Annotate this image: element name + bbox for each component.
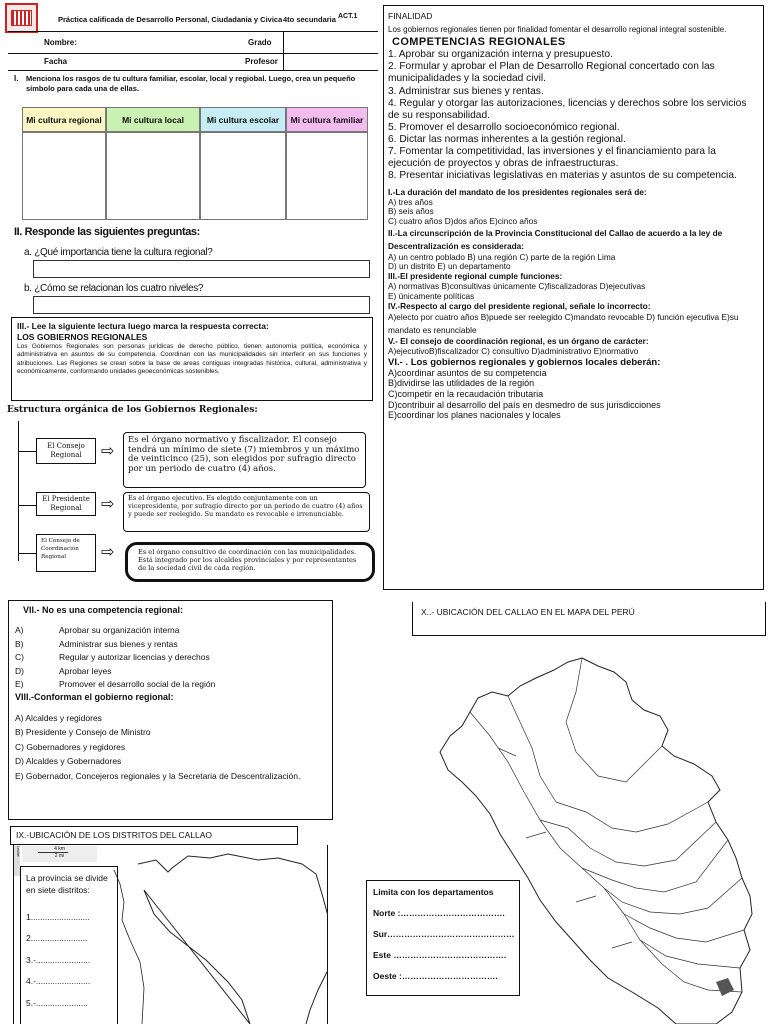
arrow-right-icon: ⇨ <box>101 443 115 460</box>
consejo-regional-text: Es el órgano normativo y fiscalizador. El consejo tendrá un mínimo de siete (7) miembros y un máximo de veinticinco (25), son elegidos por sufragio directo por un periodo de cuatro (4) años. <box>128 435 360 474</box>
q2-title: II.-La circunscripción de la Provincia Constitucional del Callao de acuerdo a la ley de Descentralización es considerada: <box>388 227 723 251</box>
culture-label-familiar: Mi cultura familiar <box>290 115 364 125</box>
q1-option[interactable]: C) cuatro años D)dos años E)cinco años <box>388 216 538 227</box>
section10-header <box>412 602 766 636</box>
q4-title: IV.-Respecto al cargo del presidente regional, señale lo incorrecto: <box>388 300 651 311</box>
presidente-regional-label: El Presidente Regional <box>42 495 90 512</box>
section8-option[interactable]: D) Alcaldes y Gobernadores <box>15 756 122 767</box>
option-text: Promover el desarrollo social de la región <box>59 679 216 690</box>
section7-options <box>15 624 326 692</box>
section9-title: IX.-UBICACIÓN DE LOS DISTRITOS DEL CALLAO <box>16 830 213 840</box>
section3-title: III.- Lee la siguiente lectura luego marca la respuesta correcta: <box>17 321 269 331</box>
culture-cell-escolar[interactable] <box>200 132 286 220</box>
fecha-label: Facha <box>44 57 68 66</box>
consejo-coordinacion-box <box>36 534 96 572</box>
consejo-coordinacion-text: Es el órgano consultivo de coordinación con las municipalidades. Está integrado por los alcaldes provinciales y por representantes de la sociedad civil de cada región. <box>138 548 357 572</box>
act-label: ACT.1 <box>338 13 358 20</box>
nombre-input[interactable] <box>90 34 240 50</box>
consejo-regional-desc <box>123 432 366 488</box>
logo-pattern <box>11 10 32 26</box>
competencia-item: 6. Dictar las normas inherentes a la gestión regional. <box>388 133 626 145</box>
q5-option[interactable]: A)ejecutivoB)fiscalizador C) consultivo D)administrativo E)normativo <box>388 345 639 356</box>
q3-option[interactable]: A) normativas B)consultivas únicamente C)fiscalizadoras D)ejecutivas <box>388 280 646 291</box>
question-a: a. ¿Qué importancia tiene la cultura regional? <box>24 247 213 258</box>
q3-title: III.-El presidente regional cumple funciones: <box>388 271 563 282</box>
district-blank[interactable]: 1......................... <box>26 911 90 922</box>
competencia-item: 3. Administrar sus bienes y rentas. <box>388 85 544 97</box>
option-text: Aprobar su organización interna <box>59 625 180 635</box>
section7-title: VII.- No es una competencia regional: <box>23 605 184 615</box>
limit-sur[interactable]: Sur……………………………………… <box>373 929 515 939</box>
nombre-label: Nombre: <box>44 38 77 47</box>
competencias-list <box>388 49 759 181</box>
option-letter: D) <box>15 665 24 676</box>
culture-label-regional: Mi cultura regional <box>26 115 102 125</box>
q1-option[interactable]: A) tres años <box>388 196 433 207</box>
presidente-regional-desc <box>123 492 370 532</box>
district-blank[interactable]: 3.-....................... <box>26 954 91 965</box>
q6-option[interactable]: C)competir en la recaudación tributaria <box>388 389 544 399</box>
q2-option[interactable]: D) un distrito E) un departamento <box>388 261 511 272</box>
culture-label-escolar: Mi cultura escolar <box>206 115 280 125</box>
competencia-item: 8. Presentar iniciativas legislativas en materias y asuntos de su competencia. <box>388 169 737 181</box>
culture-cell-regional[interactable] <box>22 132 106 220</box>
grado-input[interactable] <box>290 34 375 50</box>
q5-title: V.- El consejo de coordinación regional, es un órgano de carácter: <box>388 336 649 347</box>
q1-option[interactable]: B) seis años <box>388 206 434 217</box>
consejo-coordinacion-label: El Consejo de Coordinación Regional <box>41 538 80 560</box>
limits-box <box>366 880 520 996</box>
option-letter: A) <box>15 625 24 635</box>
section8-option[interactable]: B) Presidente y Consejo de Ministro <box>15 727 151 738</box>
consejo-regional-box <box>36 438 96 464</box>
q1-title: I.-La duración del mandato de los presidentes regionales será de: <box>388 186 647 197</box>
culture-label-local: Mi cultura local <box>122 115 184 125</box>
scale-km: 4 km <box>54 846 65 852</box>
districts-box <box>20 866 118 1024</box>
q6-option[interactable]: B)dividirse las utilidades de la región <box>388 378 535 389</box>
section7-option[interactable] <box>15 678 326 692</box>
section7-option[interactable] <box>15 624 326 638</box>
presidente-regional-text: Es el órgano ejecutivo. Es elegido conjuntamente con un vicepresidente, por sufragio directo por un período de cuatro (4) años y puede ser reelegido. Su mandato es revocable e irrenunciable. <box>128 494 363 518</box>
option-text: Aprobar leyes <box>59 665 112 676</box>
districts-intro: La provincia se divide en siete distritos: <box>26 873 108 895</box>
section2-title: II. Responde las siguientes preguntas: <box>14 226 200 238</box>
questions-block <box>388 188 759 357</box>
section1-num: I. <box>14 74 19 83</box>
competencia-item: 2. Formular y aprobar el Plan de Desarrollo Regional concertado con las municipalidades y la sociedad civil. <box>388 61 715 85</box>
section7-option[interactable] <box>15 665 326 679</box>
section9-header <box>10 826 298 845</box>
limit-este[interactable]: Este …………………………………. <box>373 950 507 960</box>
q6-option[interactable]: A)coordinar asuntos de su competencia <box>388 367 547 378</box>
competencia-item: 1. Aprobar su organización interna y presupuesto. <box>388 49 613 61</box>
right-column-panel <box>383 5 764 590</box>
estructura-title: Estructura orgánica de los Gobiernos Regionales: <box>7 405 258 415</box>
section8-title: VIII.-Conforman el gobierno regional: <box>15 691 174 702</box>
limits-title: Limita con los departamentos <box>373 887 494 897</box>
option-letter: B) <box>15 638 24 649</box>
section8-options <box>15 711 326 784</box>
section10-title: X..- UBICACIÓN DEL CALLAO EN EL MAPA DEL PERÚ <box>421 607 635 617</box>
callao-map <box>110 850 328 1024</box>
section1-prompt: Menciona los rasgos de tu cultura familiar, escolar, local y regiobal. Luego, crea un pequeño símbolo para cada una de ellas. <box>26 74 356 94</box>
q6-option[interactable]: E)coordinar los planes nacionales y locales <box>388 410 561 421</box>
section8-option[interactable]: A) Alcaldes y regidores <box>15 712 102 723</box>
q3-option[interactable]: E) únicamente políticas <box>388 290 475 301</box>
district-blank[interactable]: 5.-...................... <box>26 997 88 1008</box>
grade-level: 4to secundaria <box>283 15 336 24</box>
culture-cell-familiar[interactable] <box>286 132 368 220</box>
callao-coastline <box>138 854 328 1024</box>
grado-label: Grado <box>248 38 272 47</box>
answer-b-input[interactable] <box>33 296 370 314</box>
section7-8-panel <box>8 600 333 820</box>
option-text: Regular y autorizar licencias y derechos <box>59 652 210 663</box>
consejo-coordinacion-desc <box>125 542 375 582</box>
reading-subtitle: LOS GOBIERNOS REGIONALES <box>17 332 148 342</box>
question-b: b. ¿Cómo se relacionan los cuatro niveles? <box>24 283 204 294</box>
option-letter: E) <box>15 679 24 690</box>
scale-mi: 2 mi <box>54 853 65 859</box>
profesor-label: Profesor <box>245 57 278 66</box>
district-blank[interactable]: 2........................ <box>26 933 88 944</box>
reading-box <box>11 317 373 401</box>
callao-district-line <box>114 870 144 1024</box>
limits-list <box>373 903 513 987</box>
presidente-regional-box <box>36 492 96 516</box>
answer-a-input[interactable] <box>33 260 370 278</box>
reading-body: Los Gobiernos Regionales son personas jurídicas de derecho público, tienen autonomía política, económica y administrativa en asuntos de su competencia. Coordinan con las municipalidades sin interferir en sus funciones y atribuciones. Las Regiones se crean sobre la base de areas contiguas integradas histórica, cultural, administrativa y económicamente, conformando unidades geoeconómicas sostenibles. <box>17 343 367 376</box>
districts-blanks <box>26 907 112 1015</box>
limit-norte[interactable]: Norte :………………………………. <box>373 908 505 918</box>
q6-block <box>388 357 759 421</box>
district-blank[interactable]: 4.-....................... <box>26 976 91 987</box>
competencia-item: 5. Promover el desarrollo socioeconómico regional. <box>388 121 620 133</box>
culture-table <box>22 107 368 220</box>
section7-option[interactable] <box>15 651 326 665</box>
option-letter: C) <box>15 652 24 663</box>
q4-option[interactable]: A)electo por cuatro años B)puede ser reelegido C)mandato revocable D) función ejecutiva E)su mandato es renunciable <box>388 312 739 336</box>
q2-option[interactable]: A) un centro poblado B) una región C) parte de la región Lima <box>388 251 616 262</box>
q6-option[interactable]: D)contribuir al desarrollo del país en desmedro de sus jurisdicciones <box>388 399 661 410</box>
finalidad-title: FINALIDAD <box>388 11 433 21</box>
competencia-item: 7. Fomentar la competitividad, las inversiones y el financiamiento para la ejecución de proyectos y obras de infraestructuras. <box>388 145 716 169</box>
q6-title: VI.- . Los gobiernos regionales y gobiernos locales deberán: <box>388 356 661 368</box>
section7-option[interactable] <box>15 638 326 652</box>
consejo-regional-label: El Consejo Regional <box>47 442 85 459</box>
school-logo <box>5 3 38 33</box>
arrow-right-icon: ⇨ <box>101 544 115 561</box>
finalidad-text: Los gobiernos regionales tienen por finalidad fomentar el desarrollo regional integral sostenible. <box>388 25 727 35</box>
map-scale <box>22 846 97 862</box>
competencias-title: COMPETENCIAS REGIONALES <box>392 36 566 49</box>
section8-option[interactable]: C) Gobernadores y regidores <box>15 741 126 752</box>
limit-oeste[interactable]: Oeste :……………………………. <box>373 971 498 981</box>
section8-option[interactable]: E) Gobernador, Concejeros regionales y la Secretaria de Descentralización. <box>15 770 301 781</box>
option-text: Administrar sus bienes y rentas <box>59 638 178 649</box>
worksheet-title: Práctica calificada de Desarrollo Personal, Ciudadania y Civica <box>58 15 283 24</box>
arrow-right-icon: ⇨ <box>101 496 115 513</box>
competencia-item: 4. Regular y otorgar las autorizaciones, licencias y derechos sobre los servicios de su responsabilidad. <box>388 97 747 121</box>
attribution-text: Leaflet <box>16 846 20 857</box>
culture-cell-local[interactable] <box>106 132 200 220</box>
